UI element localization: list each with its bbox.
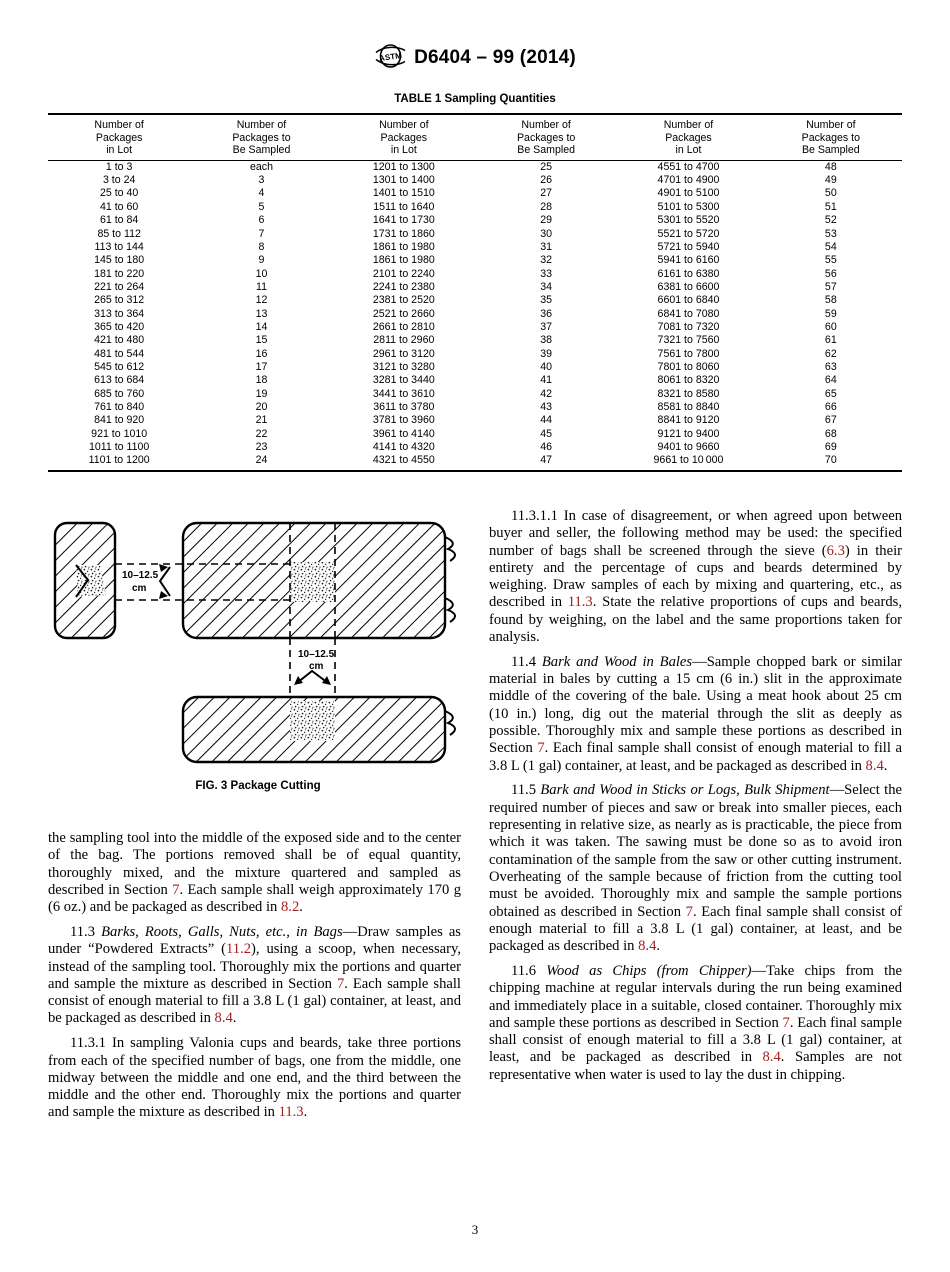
- cell-packages-sampled: 4: [258, 187, 265, 200]
- cell-packages-sampled: 20: [255, 400, 268, 413]
- cell-packages-sampled: 63: [824, 360, 837, 373]
- column-header-line: Be Sampled: [517, 144, 575, 157]
- table-row: [48, 241, 902, 254]
- column-header-line: Packages: [380, 131, 428, 144]
- cell-lot-range: 5521 to 5720: [657, 227, 720, 240]
- cell-lot-range: 3121 to 3280: [372, 360, 435, 373]
- paragraph-continued: the sampling tool into the middle of the exposed side and to the center of the bag. The portions removed shall be of equal quantity, thoroughly mixed, and the mixture quartered and sampled as described in Section 7. Each sample shall weigh approximately 170 g (6 oz.) and be packaged as described in 8.2.: [48, 830, 461, 916]
- cell-lot-range: 313 to 364: [94, 307, 145, 320]
- cell-packages-sampled: 50: [824, 187, 837, 200]
- cell-packages-sampled: 14: [255, 320, 268, 333]
- package-end-view: [55, 523, 115, 638]
- cell-lot-range: 5101 to 5300: [657, 200, 720, 213]
- cell-packages-sampled: 15: [255, 334, 268, 347]
- cell-packages-sampled: 7: [258, 227, 265, 240]
- svg-text:ASTM: ASTM: [378, 50, 403, 64]
- page-title: [0, 44, 950, 74]
- column-header-line: Be Sampled: [801, 144, 860, 157]
- column-header-line: Number of: [663, 119, 714, 131]
- cell-lot-range: 365 to 420: [94, 320, 145, 333]
- cell-packages-sampled: 61: [824, 334, 837, 347]
- reference-7[interactable]: 7: [172, 881, 180, 898]
- cell-packages-sampled: 57: [824, 280, 837, 293]
- page-number: 3: [471, 1222, 479, 1237]
- cell-lot-range: 3961 to 4140: [372, 427, 435, 440]
- table-row: [48, 414, 902, 427]
- cell-packages-sampled: 70: [760, 454, 902, 470]
- reference-8-4[interactable]: 8.4: [865, 757, 884, 774]
- cell-packages-sampled: 19: [255, 387, 268, 400]
- cell-packages-sampled: 54: [824, 240, 837, 253]
- cell-lot-range: 7321 to 7560: [657, 334, 720, 347]
- cell-lot-range: 2811 to 2960: [373, 334, 435, 347]
- cell-lot-range: 6601 to 6840: [657, 294, 720, 307]
- cell-packages-sampled: 13: [255, 307, 268, 320]
- column-header-line: Packages to: [516, 131, 576, 144]
- cell-lot-range: 1101 to 1200: [48, 454, 190, 470]
- cell-packages-sampled: 55: [824, 254, 837, 267]
- cell-lot-range: 1731 to 1860: [372, 227, 435, 240]
- reference-11-2[interactable]: 11.2: [226, 941, 252, 958]
- package-cutting-diagram: [48, 505, 468, 773]
- cell-packages-sampled: 53: [824, 227, 837, 240]
- cell-packages-sampled: 22: [255, 427, 268, 440]
- table-row: [48, 321, 902, 334]
- cell-packages-sampled: 48: [824, 160, 837, 173]
- table-header-row: [48, 114, 902, 160]
- cell-lot-range: 613 to 684: [94, 374, 145, 387]
- cell-packages-sampled: 52: [824, 214, 837, 227]
- cell-packages-sampled: 68: [824, 427, 837, 440]
- cell-packages-sampled: 56: [824, 267, 837, 280]
- table-row: [48, 401, 902, 414]
- paragraph-11-4-title: Bark and Wood in Bales: [541, 653, 693, 670]
- cell-packages-sampled: 27: [540, 187, 553, 200]
- cell-packages-sampled: 60: [824, 320, 837, 333]
- cell-packages-sampled: 65: [824, 387, 837, 400]
- reference-7[interactable]: 7: [782, 1014, 790, 1031]
- cell-packages-sampled: 46: [540, 441, 553, 453]
- cell-packages-sampled: 44: [540, 414, 553, 427]
- cell-lot-range: 9401 to 9660: [657, 441, 720, 453]
- column-header-line: in Lot: [390, 144, 417, 157]
- column-header-line: Number of: [236, 119, 287, 131]
- reference-11-3[interactable]: 11.3: [278, 1104, 304, 1121]
- column-header-lot-2: [333, 114, 475, 160]
- table-row: [48, 214, 902, 227]
- cell-packages-sampled: 49: [824, 174, 837, 187]
- column-header-line: Number of: [379, 119, 429, 131]
- cell-lot-range: 8321 to 8580: [657, 387, 720, 400]
- dimension-label-horizontal-line1: 10–12.5: [122, 570, 159, 581]
- cell-lot-range: 1301 to 1400: [372, 174, 435, 187]
- cell-lot-range: 4901 to 5100: [657, 187, 720, 200]
- column-header-line: Number of: [94, 119, 144, 131]
- reference-8-4[interactable]: 8.4: [762, 1049, 781, 1066]
- dimension-arrows-horizontal: [159, 564, 170, 599]
- cell-lot-range: 113 to 144: [94, 240, 144, 253]
- figure-package-cutting: [48, 505, 468, 792]
- cell-packages-sampled: 28: [540, 200, 553, 213]
- reference-6-3[interactable]: 6.3: [826, 542, 845, 559]
- cell-lot-range: 3781 to 3960: [372, 414, 435, 427]
- cell-packages-sampled: 66: [824, 400, 837, 413]
- cell-lot-range: 8841 to 9120: [657, 414, 720, 427]
- cell-lot-range: 6841 to 7080: [657, 307, 720, 320]
- cell-lot-range: 181 to 220: [94, 267, 145, 280]
- table-row: [48, 334, 902, 347]
- paragraph-11-3: 11.3 Barks, Roots, Galls, Nuts, etc., in Bags—Draw samples as under “Powdered Extracts” (11.2), using a scoop, when necessary, instead of the sampling tool. Thoroughly mix the portions and quarter and sample the mixture as described in Section 7. Each sample shall consist of enough material to fill a 3.8 L (1 gal) container, at least, and be packaged as described in 8.4.: [48, 923, 461, 1027]
- column-header-line: Number of: [521, 119, 571, 131]
- cell-lot-range: 7801 to 8060: [657, 360, 720, 373]
- cell-packages-sampled: 29: [540, 214, 553, 227]
- column-header-line: in Lot: [675, 144, 702, 157]
- body-column-right: [489, 508, 902, 1084]
- cell-packages-sampled: 9: [258, 254, 265, 267]
- column-header-lot-1: [48, 114, 190, 160]
- cell-packages-sampled: 37: [540, 320, 553, 333]
- cell-lot-range: 1401 to 1510: [372, 187, 435, 200]
- cell-packages-sampled: 3: [258, 174, 265, 187]
- cell-packages-sampled: 36: [540, 307, 553, 320]
- table-row: [48, 374, 902, 387]
- cell-packages-sampled: 16: [255, 347, 268, 360]
- cell-lot-range: 3281 to 3440: [372, 374, 435, 387]
- cell-packages-sampled: each: [250, 160, 273, 173]
- cell-packages-sampled: 17: [255, 360, 268, 373]
- paragraph-11-5-title: Bark and Wood in Sticks or Logs, Bulk Shipment: [540, 782, 830, 799]
- cell-packages-sampled: 5: [258, 200, 265, 213]
- cell-packages-sampled: 34: [540, 280, 553, 293]
- cell-lot-range: 2101 to 2240: [372, 267, 435, 280]
- cell-lot-range: 1 to 3: [105, 160, 133, 173]
- standard-designation: D6404 – 99 (2014): [414, 47, 576, 68]
- cell-packages-sampled: 41: [540, 374, 553, 387]
- column-header-lot-3: [617, 114, 759, 160]
- table-row: [48, 160, 902, 174]
- table-row: [48, 441, 902, 454]
- cell-lot-range: 9661 to 10 000: [617, 454, 759, 470]
- cell-packages-sampled: 40: [540, 360, 553, 373]
- cell-lot-range: 9121 to 9400: [657, 427, 720, 440]
- cell-lot-range: 221 to 264: [94, 280, 145, 293]
- cell-lot-range: 3611 to 3780: [373, 400, 435, 413]
- cell-packages-sampled: 11: [255, 280, 267, 293]
- cell-lot-range: 3 to 24: [102, 174, 136, 187]
- reference-8-4[interactable]: 8.4: [638, 938, 657, 955]
- reference-8-2[interactable]: 8.2: [281, 899, 300, 916]
- cell-packages-sampled: 32: [540, 254, 553, 267]
- cell-lot-range: 4551 to 4700: [657, 160, 720, 173]
- table-row: [48, 348, 902, 361]
- cell-lot-range: 5721 to 5940: [657, 240, 720, 253]
- column-header-sampled-2: [475, 114, 617, 160]
- reference-7[interactable]: 7: [685, 903, 693, 920]
- package-side-view-top: [183, 523, 455, 638]
- table-row: [48, 174, 902, 187]
- table-row: [48, 361, 902, 374]
- cell-lot-range: 2521 to 2660: [372, 307, 435, 320]
- package-side-view-bottom: [183, 697, 455, 762]
- cell-packages-sampled: 35: [540, 294, 553, 307]
- sampling-quantities-table: [48, 113, 902, 472]
- cell-packages-sampled: 12: [255, 294, 268, 307]
- column-header-line: Be Sampled: [232, 144, 291, 157]
- cell-lot-range: 921 to 1010: [91, 427, 148, 440]
- reference-11-3[interactable]: 11.3: [567, 594, 593, 611]
- paragraph-11-5: 11.5 Bark and Wood in Sticks or Logs, Bulk Shipment—Select the required number of pieces and saw or break into smaller pieces, each representing in relative size, as nearly as is practicable, the piece from which it was taken. The sawing must be done so as to avoid iron contamination of the sample from the saw or other cutting instrument. Overheating of the sample because of friction from the cutting tool must be avoided. Thoroughly mix and sample the sample portions obtained as described in Section 7. Each final sample shall consist of enough material to fill a 3.8 L (1 gal) container, at least, and be packaged as described in 8.4.: [489, 782, 902, 955]
- column-header-line: Packages: [665, 131, 712, 144]
- cell-packages-sampled: 6: [258, 214, 265, 227]
- cell-lot-range: 2241 to 2380: [372, 280, 435, 293]
- cell-packages-sampled: 18: [255, 374, 268, 387]
- cell-lot-range: 4321 to 4550: [333, 454, 475, 470]
- cell-lot-range: 545 to 612: [94, 360, 145, 373]
- cell-lot-range: 8061 to 8320: [657, 374, 720, 387]
- column-header-line: Packages to: [232, 131, 291, 144]
- cell-lot-range: 265 to 312: [94, 294, 145, 307]
- cell-packages-sampled: 30: [540, 227, 553, 240]
- cell-packages-sampled: 24: [190, 454, 332, 470]
- cell-lot-range: 7561 to 7800: [657, 347, 720, 360]
- cell-packages-sampled: 45: [540, 427, 553, 440]
- table-body: [48, 160, 902, 470]
- cell-lot-range: 25 to 40: [100, 187, 139, 200]
- cell-lot-range: 481 to 544: [94, 347, 145, 360]
- cell-lot-range: 4141 to 4320: [372, 441, 435, 453]
- cell-lot-range: 5941 to 6160: [657, 254, 720, 267]
- cell-packages-sampled: 64: [824, 374, 837, 387]
- astm-logo-icon: [374, 44, 407, 74]
- cell-lot-range: 41 to 60: [100, 200, 139, 213]
- paragraph-11-4: 11.4 Bark and Wood in Bales—Sample chopped bark or similar material in bales by cutting a 15 cm (6 in.) slit in the approximate middle of the covering of the bale. Using a meat hook about 25 cm (10 in.) long, dig out the material through the slit as deeply as possible. Thoroughly mix and sample these portions as described in Section 7. Each final sample shall consist of enough material to fill a 3.8 L (1 gal) container, at least, and be packaged as described in 8.4.: [489, 653, 902, 774]
- cell-lot-range: 1201 to 1300: [372, 160, 435, 173]
- cell-packages-sampled: 38: [540, 334, 553, 347]
- table-row: [48, 281, 902, 294]
- dimension-arrows-vertical: [294, 671, 331, 685]
- cell-lot-range: 761 to 840: [94, 400, 145, 413]
- table-row: [48, 187, 902, 200]
- cell-lot-range: 3441 to 3610: [372, 387, 435, 400]
- cell-packages-sampled: 47: [475, 454, 617, 470]
- cell-packages-sampled: 62: [824, 347, 837, 360]
- cell-lot-range: 1861 to 1980: [372, 254, 435, 267]
- cell-lot-range: 6161 to 6380: [657, 267, 720, 280]
- table-row: [48, 294, 902, 307]
- table-row: [48, 254, 902, 267]
- cell-lot-range: 841 to 920: [94, 414, 145, 427]
- cell-lot-range: 1511 to 1640: [373, 200, 435, 213]
- cell-packages-sampled: 69: [824, 441, 837, 453]
- cell-packages-sampled: 8: [258, 240, 265, 253]
- paragraph-11-3-title: Barks, Roots, Galls, Nuts, etc., in Bags: [101, 923, 343, 940]
- cell-packages-sampled: 67: [824, 414, 837, 427]
- reference-7[interactable]: 7: [336, 975, 345, 992]
- cell-packages-sampled: 21: [255, 414, 268, 427]
- table-row: [48, 428, 902, 441]
- paragraph-11-3-1-1: 11.3.1.1 In case of disagreement, or when agreed upon between buyer and seller, the following method may be used: the specified number of bags shall be screened through the sieve (6.3) in their entirety and the percentage of cups and beards determined by weighing. Draw samples of each by mixing and quartering, etc., as described in 11.3. State the relative proportions of cups and beards, found by weighing, on the label and the same proportions taken for analysis.: [489, 508, 902, 646]
- column-header-line: in Lot: [106, 144, 133, 157]
- cell-packages-sampled: 58: [824, 294, 837, 307]
- figure-caption: FIG. 3 Package Cutting: [195, 780, 321, 792]
- table-row: [48, 388, 902, 401]
- dimension-label-vertical-line1: 10–12.5: [298, 649, 335, 660]
- cell-lot-range: 421 to 480: [94, 334, 145, 347]
- table-row: [48, 201, 902, 214]
- table-row: [48, 228, 902, 241]
- cell-packages-sampled: 39: [540, 347, 553, 360]
- cell-lot-range: 6381 to 6600: [657, 280, 720, 293]
- cell-packages-sampled: 23: [255, 441, 268, 453]
- cell-lot-range: 1641 to 1730: [372, 214, 435, 227]
- column-header-line: Number of: [806, 119, 856, 131]
- cell-lot-range: 2661 to 2810: [372, 320, 435, 333]
- column-header-sampled-1: [190, 114, 332, 160]
- cell-packages-sampled: 43: [540, 400, 553, 413]
- cell-lot-range: 2381 to 2520: [372, 294, 435, 307]
- cell-lot-range: 4701 to 4900: [657, 174, 720, 187]
- reference-7[interactable]: 7: [537, 740, 545, 757]
- paragraph-11-6-title: Wood as Chips (from Chipper): [546, 962, 752, 979]
- cell-lot-range: 1011 to 1100: [89, 441, 150, 453]
- cell-lot-range: 685 to 760: [94, 387, 145, 400]
- cell-packages-sampled: 59: [824, 307, 837, 320]
- dimension-label-horizontal-line2: cm: [132, 583, 147, 594]
- cell-packages-sampled: 10: [255, 267, 268, 280]
- reference-8-4[interactable]: 8.4: [214, 1010, 233, 1027]
- cell-lot-range: 7081 to 7320: [657, 320, 720, 333]
- cell-packages-sampled: 25: [540, 160, 553, 173]
- dimension-label-vertical-line2: cm: [309, 661, 324, 672]
- table-row: [48, 308, 902, 321]
- cell-packages-sampled: 33: [540, 267, 553, 280]
- column-header-line: Packages to: [801, 131, 860, 144]
- table-row: [48, 454, 902, 470]
- column-header-sampled-3: [760, 114, 902, 160]
- cell-packages-sampled: 26: [540, 174, 553, 187]
- cell-lot-range: 61 to 84: [100, 214, 139, 227]
- cell-lot-range: 85 to 112: [97, 227, 141, 240]
- column-header-line: Packages: [95, 131, 143, 144]
- cell-packages-sampled: 51: [824, 200, 837, 213]
- table-caption: TABLE 1 Sampling Quantities: [394, 93, 556, 105]
- paragraph-11-6: 11.6 Wood as Chips (from Chipper)—Take chips from the chipping machine at regular intervals during the run being examined and immediately place in a suitable, closed container. Thoroughly mix and sample these portions as described in Section 7. Each final sample shall consist of enough material to fill a 3.8 L (1 gal) container, at least, and be packaged as described in 8.4. Samples are not representative when water is used to lay the dust in chipping.: [489, 962, 902, 1083]
- paragraph-11-3-1: 11.3.1 In sampling Valonia cups and beards, take three portions from each of the specified number of bags, one from the middle, one midway between the middle and one end, and the third between the middle and the other end. Thoroughly mix the portions and quarter and sample the mixture as described in 11.3.: [48, 1035, 461, 1121]
- cell-lot-range: 5301 to 5520: [657, 214, 720, 227]
- cell-packages-sampled: 42: [540, 387, 553, 400]
- cell-lot-range: 8581 to 8840: [657, 400, 720, 413]
- cell-packages-sampled: 31: [540, 240, 553, 253]
- body-column-left: [48, 830, 461, 1122]
- cell-lot-range: 145 to 180: [94, 254, 145, 267]
- table-row: [48, 268, 902, 281]
- cell-lot-range: 2961 to 3120: [372, 347, 435, 360]
- cell-lot-range: 1861 to 1980: [372, 240, 435, 253]
